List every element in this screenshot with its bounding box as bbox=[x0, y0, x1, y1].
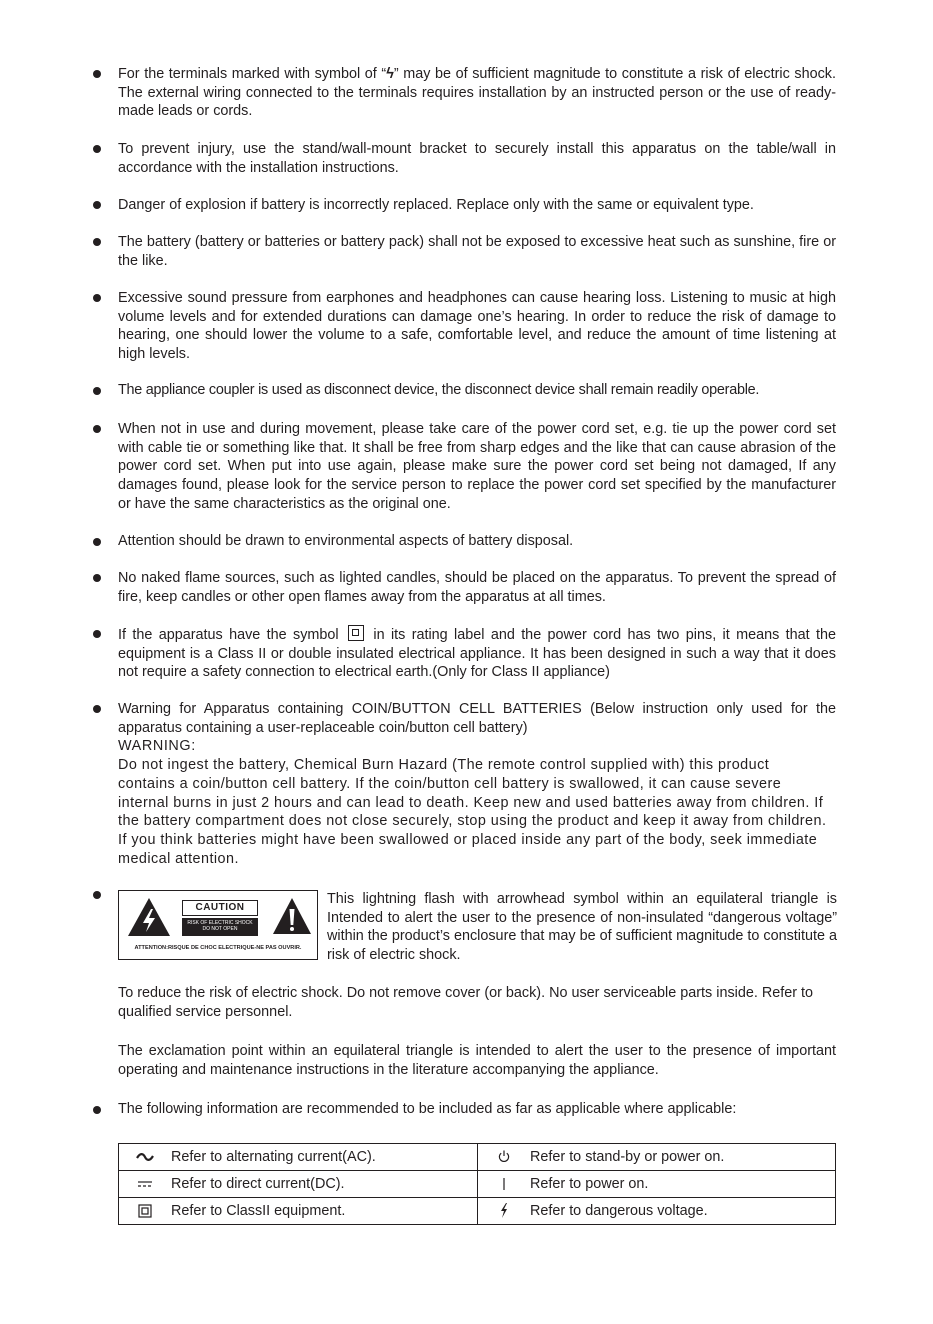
lightning-icon: ϟ bbox=[386, 66, 394, 82]
list-item: Warning for Apparatus containing COIN/BUTTON CELL BATTERIES (Below instruction only used for the apparatus containing a user-replaceable coin/button cell battery) WARNING: Do not ingest the battery, Chemical Burn Hazard (The remote control supplied with) this product contains a coin/button cell battery. If the coin/button cell battery is swallowed, it can cause severe internal burns in just 2 hours and can lead to death. Keep new and used batteries away from children. If the battery compartment does not close securely, stop using the product and keep it away from children. If you think batteries might have been swallowed or placed inside any part of the body, seek immediate medical attention. bbox=[118, 700, 836, 868]
exclamation-paragraph: The exclamation point within an equilateral triangle is intended to alert the user to the presence of important operating and maintenance instructions in the literature accompanying the appliance. bbox=[118, 1043, 836, 1078]
list-item: For the terminals marked with symbol of “ϟ” may be of sufficient magnitude to constitute a risk of electric shock. The external wiring connected to the terminals requires installation by an instructed person or the use of ready-made leads or cords. bbox=[118, 65, 836, 121]
ac-symbol-icon bbox=[119, 1153, 171, 1161]
caution-attention-text: ATTENTION:RISQUE DE CHOC ELECTRIQUE-NE PAS OUVRIR. bbox=[134, 945, 302, 951]
bullet bbox=[93, 387, 101, 395]
bullet bbox=[93, 145, 101, 153]
list-item: Danger of explosion if battery is incorrectly replaced. Replace only with the same or equivalent type. bbox=[118, 196, 836, 215]
list-item: Excessive sound pressure from earphones and headphones can cause hearing loss. Listening to music at high volume levels and for extended durations can damage one’s hearing. In order to reduce the risk of damage to hearing, one should lower the volume to a safe, comfortable level, and reduce the amount of time listening at high levels. bbox=[118, 289, 836, 364]
bullet bbox=[93, 70, 101, 78]
list-item: No naked flame sources, such as lighted candles, should be placed on the apparatus. To prevent the spread of fire, keep candles or other open flames away from the apparatus at all times. bbox=[118, 569, 836, 606]
exclamation-triangle-icon bbox=[272, 897, 312, 935]
list-item: Attention should be drawn to environmental aspects of battery disposal. bbox=[118, 532, 836, 551]
shock-paragraph: To reduce the risk of electric shock. Do not remove cover (or back). No user serviceable parts inside. Refer to qualified service personnel. bbox=[118, 985, 814, 1020]
power-on-icon bbox=[478, 1178, 530, 1190]
bullet bbox=[93, 705, 101, 713]
caution-label-graphic bbox=[118, 890, 318, 960]
bullet bbox=[93, 425, 101, 433]
list-item: If the apparatus have the symbol in its rating label and the power cord has two pins, it means that the equipment is a Class II or double insulated electrical appliance. It has been designed in such a way that it does not require a safety connection to electrical earth.(Only for Class II appliance) bbox=[118, 625, 836, 682]
dangerous-voltage-icon bbox=[478, 1203, 530, 1218]
caution-item bbox=[118, 890, 836, 962]
symbols-table bbox=[118, 1143, 836, 1225]
caution-label: CAUTION bbox=[182, 900, 258, 916]
bullet bbox=[93, 238, 101, 246]
bullet bbox=[93, 294, 101, 302]
dc-symbol-icon bbox=[119, 1180, 171, 1188]
bullet bbox=[93, 201, 101, 209]
caution-warning-strip: RISK OF ELECTRIC SHOCK DO NOT OPEN bbox=[182, 918, 258, 936]
list-item: To prevent injury, use the stand/wall-mount bracket to securely install this apparatus on the table/wall in accordance with the installation instructions. bbox=[118, 140, 836, 177]
table-row: Refer to ClassII equipment. Refer to dangerous voltage. bbox=[119, 1198, 836, 1225]
warning-heading: WARNING: bbox=[118, 738, 196, 755]
bullet bbox=[93, 891, 101, 899]
caution-description: This lightning flash with arrowhead symbol within an equilateral triangle is Intended to alert the user to the presence of non-insulated “dangerous voltage” within the product’s enclosure that may be of sufficient magnitude to constitute a risk of electric shock. bbox=[327, 891, 837, 964]
list-item: The battery (battery or batteries or battery pack) shall not be exposed to excessive heat such as sunshine, fire or the like. bbox=[118, 233, 836, 270]
bullet bbox=[93, 630, 101, 638]
bullet bbox=[93, 574, 101, 582]
table-row: Refer to direct current(DC). Refer to power on. bbox=[119, 1171, 836, 1198]
list-item: When not in use and during movement, please take care of the power cord set, e.g. tie up the power cord set with cable tie or something like that. It shall be free from sharp edges and the like that can cause abrasion of the power cord set. When put into use again, please make sure the power cord set being not damaged, If any damages found, please look for the service person to replace the power cord set specified by the manufacturer or have the same characteristics as the original one. bbox=[118, 420, 836, 514]
standby-power-icon bbox=[478, 1150, 530, 1163]
table-row: Refer to alternating current(AC). Refer to stand-by or power on. bbox=[119, 1144, 836, 1171]
bullet bbox=[93, 538, 101, 546]
class-ii-icon bbox=[119, 1204, 171, 1218]
lightning-triangle-icon bbox=[127, 897, 171, 937]
bullet bbox=[93, 1106, 101, 1114]
list-item: The appliance coupler is used as disconnect device, the disconnect device shall remain readily operable. bbox=[118, 381, 840, 400]
list-item: The following information are recommended to be included as far as applicable where applicable: bbox=[118, 1100, 836, 1119]
class-ii-icon bbox=[348, 625, 364, 641]
